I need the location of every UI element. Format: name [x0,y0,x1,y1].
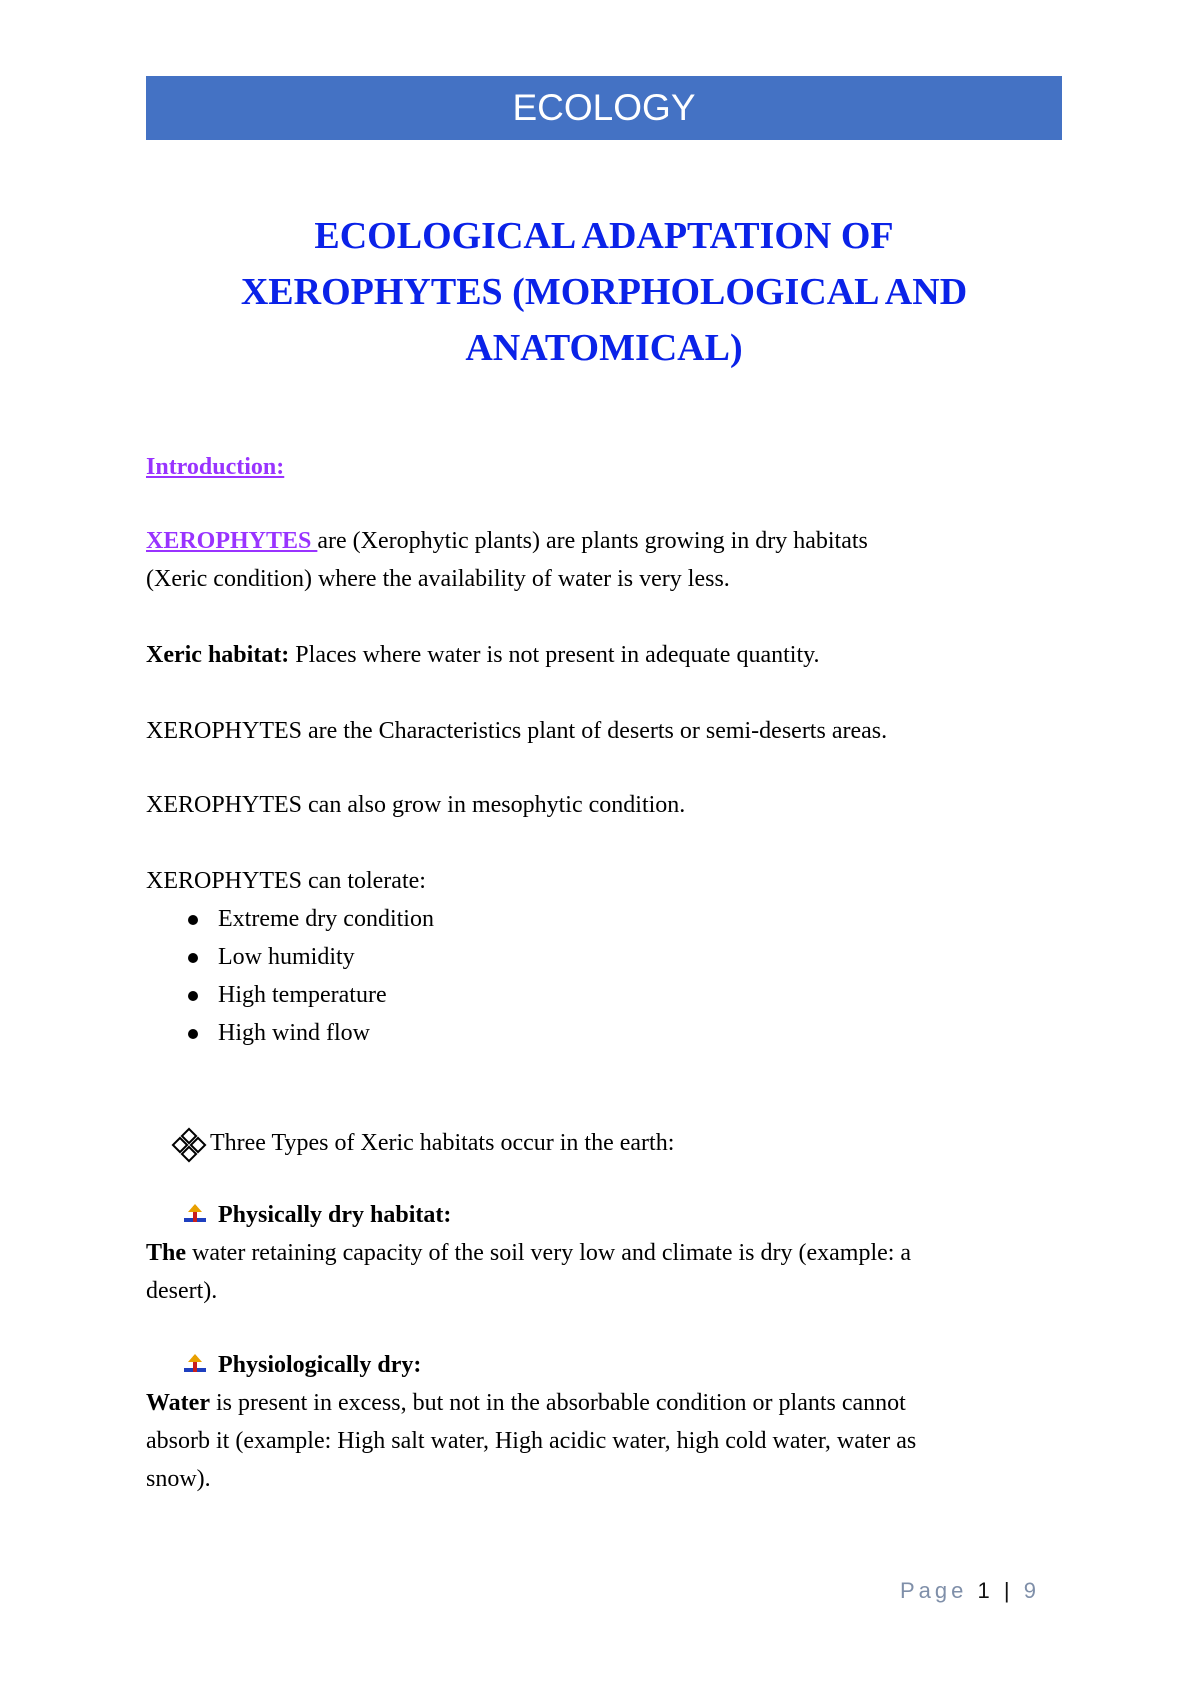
definition-line-2: (Xeric condition) where the availability of water is very less. [146,566,730,592]
bullet-icon [188,953,198,963]
definition-text-1: are (Xerophytic plants) are plants growing in dry habitats [317,528,868,554]
physically-dry-line-1 [146,1234,1076,1272]
list-item-text: High wind flow [218,1020,370,1046]
physiologically-dry-text-1: is present in excess, but not in the absorbable condition or plants cannot [209,1390,906,1416]
title-line-3: ANATOMICAL) [465,327,743,369]
arrow-bullet-icon [182,1202,208,1228]
list-item-text: Extreme dry condition [218,906,434,932]
document-title [146,208,1062,376]
definition-line-1 [146,522,1076,560]
title-line-1: ECOLOGICAL ADAPTATION OF [314,215,894,257]
physically-dry-text-1: water retaining capacity of the soil very low and climate is dry (example: a [186,1240,912,1266]
xeric-habitat-para [146,636,1076,674]
bullet-icon [188,991,198,1001]
list-item [146,1014,434,1052]
page-current: 1 [977,1578,994,1603]
section-banner: ECOLOGY [146,76,1062,140]
tolerate-heading: XEROPHYTES can tolerate: [146,868,426,894]
physiologically-dry-lead: Water [146,1390,210,1416]
list-item [146,938,434,976]
physiologically-dry-line-1 [146,1384,1076,1422]
xeric-habitat-text: Places where water is not present in adequate quantity. [289,642,820,668]
page-total: 9 [1023,1578,1040,1603]
types-heading-line [146,1124,674,1162]
title-line-2: XEROPHYTES (MORPHOLOGICAL AND [240,271,968,313]
list-item-text: High temperature [218,982,387,1008]
physiologically-dry-line-2: absorb it (example: High salt water, High acidic water, high cold water, water as [146,1428,917,1454]
physiologically-dry-line-3: snow). [146,1466,211,1492]
diamond-bullet-icon [174,1130,200,1156]
physically-dry-heading: Physically dry habitat: [218,1202,452,1228]
types-heading: Three Types of Xeric habitats occur in the earth: [210,1130,675,1156]
page-footer [900,1578,1040,1604]
physically-dry-lead: The [146,1240,187,1266]
physically-dry-heading-line [146,1196,451,1234]
bullet-icon [188,915,198,925]
page-separator: | [1003,1578,1014,1603]
list-item-text: Low humidity [218,944,355,970]
tolerate-list [146,900,434,1052]
intro-heading: Introduction: [146,454,285,480]
physiologically-dry-heading-line [146,1346,421,1384]
mesophytic-para: XEROPHYTES can also grow in mesophytic condition. [146,792,686,818]
arrow-bullet-icon [182,1352,208,1378]
page-word: Page [900,1578,968,1603]
bullet-icon [188,1029,198,1039]
characteristics-para: XEROPHYTES are the Characteristics plant of deserts or semi-deserts areas. [146,718,888,744]
intro-heading-para [146,448,1076,486]
list-item [146,900,434,938]
physiologically-dry-heading: Physiologically dry: [218,1352,422,1378]
xeric-habitat-label: Xeric habitat: [146,642,290,668]
list-item [146,976,434,1014]
xerophytes-term: XEROPHYTES [146,528,318,554]
physically-dry-line-2: desert). [146,1278,218,1304]
